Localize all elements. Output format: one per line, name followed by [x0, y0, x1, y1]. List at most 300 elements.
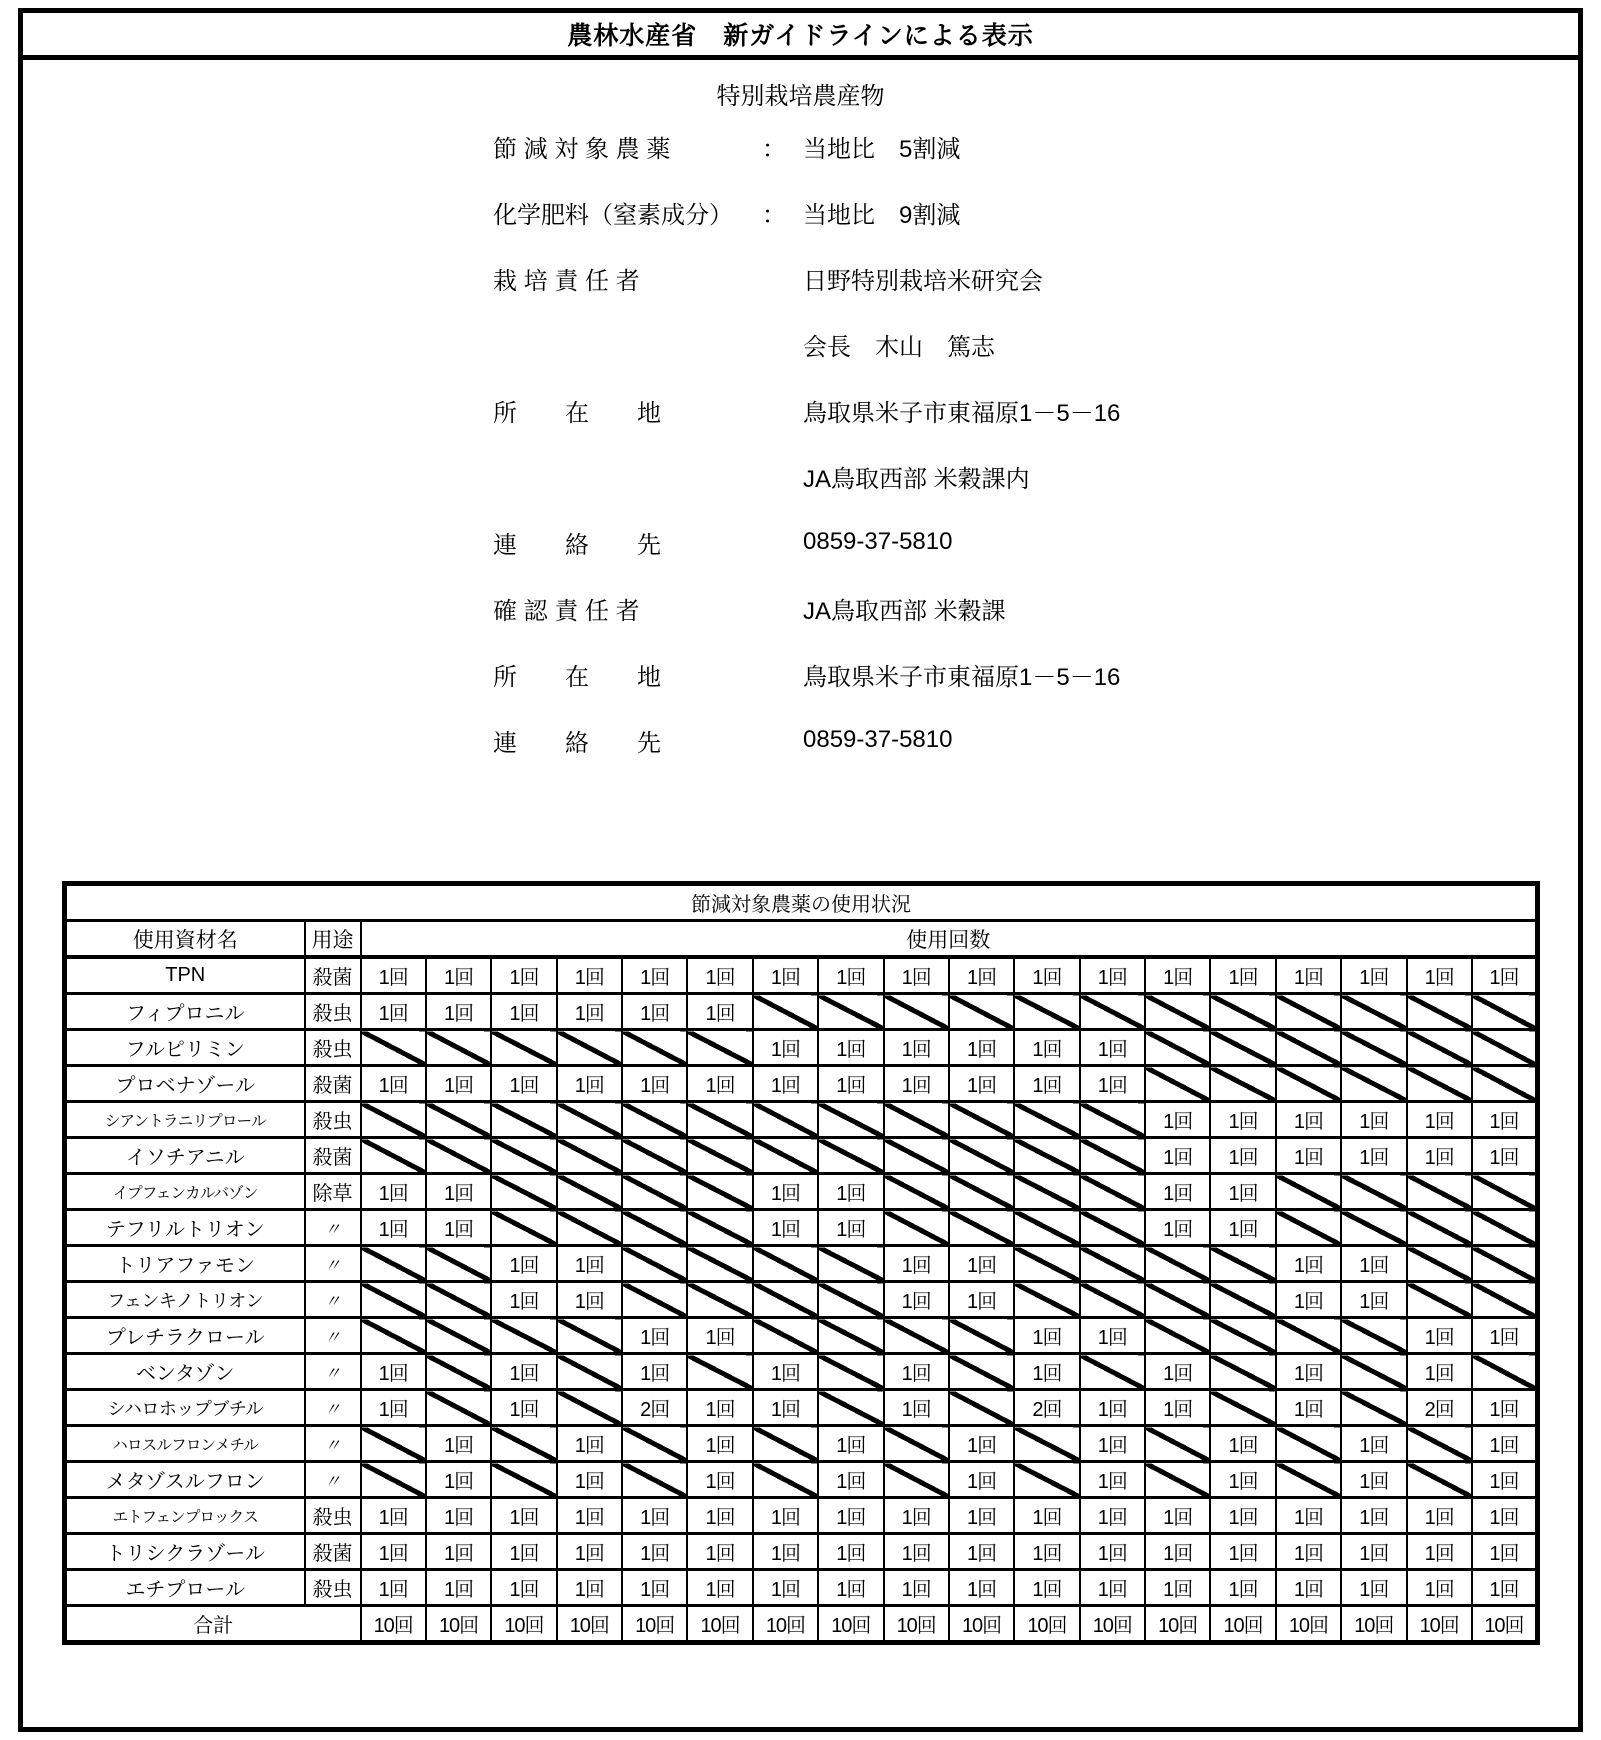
material-name-cell: プロベナゾール: [65, 1066, 305, 1102]
info-value: 0859-37-5810: [803, 528, 953, 555]
no-application-cell: [818, 1354, 883, 1390]
usage-count-cell: 1回: [1145, 1102, 1210, 1138]
info-label: 化学肥料（窒素成分）: [493, 201, 733, 229]
usage-count-cell: 10回: [687, 1606, 752, 1643]
usage-count-cell: 1回: [1080, 1570, 1145, 1606]
table-row: [65, 1174, 1538, 1210]
info-value: 会長 木山 篤志: [803, 333, 995, 361]
usage-type-cell: [305, 1462, 361, 1498]
no-application-cell: [818, 1102, 883, 1138]
no-application-cell: [949, 1390, 1014, 1426]
usage-count-cell: 1回: [1080, 1498, 1145, 1534]
usage-count-cell: 1回: [753, 1570, 818, 1606]
info-label: 連 絡 先: [493, 531, 661, 559]
material-name-cell: フェンキノトリオン: [65, 1282, 305, 1318]
usage-count-cell: 1回: [753, 1390, 818, 1426]
usage-count-cell: 1回: [1210, 1570, 1275, 1606]
usage-count-cell: 10回: [557, 1606, 622, 1643]
material-name-cell: イプフェンカルバゾン: [65, 1174, 305, 1210]
no-application-cell: [687, 1210, 752, 1246]
usage-count-cell: 1回: [491, 957, 556, 994]
no-application-cell: [818, 1282, 883, 1318]
usage-count-cell: 1回: [949, 1534, 1014, 1570]
no-application-cell: [1341, 1390, 1406, 1426]
usage-count-cell: 1回: [884, 1390, 949, 1426]
usage-count-cell: 1回: [687, 994, 752, 1030]
usage-count-cell: 1回: [622, 1066, 687, 1102]
no-application-cell: [1014, 1462, 1079, 1498]
usage-count-cell: 1回: [557, 994, 622, 1030]
usage-count-cell: 1回: [491, 1390, 556, 1426]
usage-count-cell: 1回: [491, 1066, 556, 1102]
no-application-cell: [426, 1282, 491, 1318]
usage-count-cell: 1回: [1341, 1462, 1406, 1498]
material-name-cell: テフリルトリオン: [65, 1210, 305, 1246]
table-row: [65, 1570, 1538, 1606]
usage-count-cell: 1回: [426, 1426, 491, 1462]
no-application-cell: [1210, 994, 1275, 1030]
usage-count-cell: 1回: [1407, 1354, 1472, 1390]
certification-info-block: [493, 113, 1393, 773]
usage-count-cell: 1回: [1080, 1390, 1145, 1426]
usage-count-cell: 1回: [818, 1534, 883, 1570]
no-application-cell: [361, 1282, 426, 1318]
usage-count-cell: 1回: [1276, 957, 1341, 994]
table-row: [65, 1498, 1538, 1534]
usage-count-cell: 1回: [1210, 1462, 1275, 1498]
material-name-cell: フルピリミン: [65, 1030, 305, 1066]
no-application-cell: [557, 1030, 622, 1066]
usage-count-cell: 1回: [361, 1354, 426, 1390]
ditto-mark: 〃: [324, 1399, 341, 1419]
usage-count-cell: 1回: [687, 1390, 752, 1426]
table-row: [65, 1426, 1538, 1462]
usage-count-cell: 1回: [1276, 1534, 1341, 1570]
usage-count-cell: 1回: [426, 1066, 491, 1102]
no-application-cell: [884, 994, 949, 1030]
usage-count-cell: 1回: [1472, 1390, 1538, 1426]
no-application-cell: [884, 1174, 949, 1210]
usage-count-cell: 10回: [1407, 1606, 1472, 1643]
no-application-cell: [491, 1138, 556, 1174]
no-application-cell: [1341, 994, 1406, 1030]
no-application-cell: [1407, 1030, 1472, 1066]
no-application-cell: [1276, 1030, 1341, 1066]
info-label: 連 絡 先: [493, 729, 661, 757]
usage-count-cell: 1回: [1014, 1570, 1079, 1606]
usage-count-cell: 1回: [1472, 1570, 1538, 1606]
no-application-cell: [1341, 1030, 1406, 1066]
no-application-cell: [753, 1426, 818, 1462]
no-application-cell: [622, 1246, 687, 1282]
usage-count-cell: 1回: [687, 957, 752, 994]
no-application-cell: [687, 1138, 752, 1174]
ditto-mark: 〃: [324, 1471, 341, 1491]
info-value: 鳥取県米子市東福原1－5－16: [803, 663, 1121, 691]
no-application-cell: [1080, 1174, 1145, 1210]
usage-type-cell: 殺虫: [305, 994, 361, 1030]
usage-count-cell: 1回: [1210, 957, 1275, 994]
usage-type-cell: 殺菌: [305, 1066, 361, 1102]
no-application-cell: [818, 1246, 883, 1282]
usage-count-cell: 1回: [1014, 957, 1079, 994]
usage-count-cell: 1回: [1210, 1138, 1275, 1174]
no-application-cell: [687, 1246, 752, 1282]
usage-count-cell: 1回: [491, 994, 556, 1030]
no-application-cell: [949, 1354, 1014, 1390]
no-application-cell: [1407, 994, 1472, 1030]
usage-count-cell: 1回: [622, 1570, 687, 1606]
no-application-cell: [753, 1462, 818, 1498]
usage-count-cell: 1回: [491, 1246, 556, 1282]
info-row: [493, 443, 1393, 509]
usage-count-cell: 1回: [1210, 1210, 1275, 1246]
material-name-cell: シアントラニリプロール: [65, 1102, 305, 1138]
usage-count-cell: 1回: [687, 1066, 752, 1102]
info-row: [493, 179, 1393, 245]
info-label: 栽 培 責 任 者: [493, 267, 640, 295]
info-row: [493, 311, 1393, 377]
table-row: [65, 1318, 1538, 1354]
no-application-cell: [949, 1318, 1014, 1354]
usage-count-cell: 10回: [949, 1606, 1014, 1643]
no-application-cell: [1080, 1138, 1145, 1174]
usage-count-cell: 1回: [753, 1210, 818, 1246]
table-row: [65, 1282, 1538, 1318]
no-application-cell: [1014, 1102, 1079, 1138]
usage-count-cell: 1回: [1080, 1534, 1145, 1570]
info-label: 確 認 責 任 者: [493, 597, 640, 625]
no-application-cell: [426, 1246, 491, 1282]
usage-count-cell: 1回: [1014, 1354, 1079, 1390]
material-name-cell: ベンタゾン: [65, 1354, 305, 1390]
info-row: [493, 641, 1393, 707]
usage-count-cell: 1回: [557, 957, 622, 994]
usage-count-cell: 1回: [818, 1426, 883, 1462]
usage-count-cell: 1回: [949, 1246, 1014, 1282]
material-name-cell: トリシクラゾール: [65, 1534, 305, 1570]
usage-count-cell: 1回: [687, 1462, 752, 1498]
no-application-cell: [1014, 1210, 1079, 1246]
info-label: 節 減 対 象 農 薬: [493, 135, 671, 163]
usage-type-cell: [305, 1426, 361, 1462]
usage-type-cell: 殺虫: [305, 1030, 361, 1066]
no-application-cell: [818, 994, 883, 1030]
no-application-cell: [884, 1138, 949, 1174]
info-value: 日野特別栽培米研究会: [803, 267, 1043, 295]
usage-count-cell: 1回: [361, 1570, 426, 1606]
usage-count-cell: 1回: [1276, 1282, 1341, 1318]
usage-type-cell: 殺菌: [305, 1534, 361, 1570]
no-application-cell: [361, 1426, 426, 1462]
no-application-cell: [426, 1138, 491, 1174]
no-application-cell: [557, 1318, 622, 1354]
material-name-cell: メタゾスルフロン: [65, 1462, 305, 1498]
usage-count-cell: 10回: [622, 1606, 687, 1643]
usage-count-cell: 1回: [1145, 1174, 1210, 1210]
column-header-usage-counts: 使用回数: [361, 921, 1538, 958]
no-application-cell: [1407, 1282, 1472, 1318]
document-title: 農林水産省 新ガイドラインによる表示: [567, 22, 1034, 50]
usage-count-cell: 1回: [426, 1462, 491, 1498]
usage-count-cell: 1回: [426, 1174, 491, 1210]
usage-count-cell: 1回: [884, 1498, 949, 1534]
usage-count-cell: 1回: [753, 1534, 818, 1570]
no-application-cell: [687, 1282, 752, 1318]
usage-count-cell: 1回: [818, 1462, 883, 1498]
usage-count-cell: 1回: [753, 1354, 818, 1390]
table-row: [65, 1066, 1538, 1102]
no-application-cell: [361, 1030, 426, 1066]
no-application-cell: [949, 1174, 1014, 1210]
no-application-cell: [426, 1390, 491, 1426]
no-application-cell: [818, 1138, 883, 1174]
usage-count-cell: 1回: [1407, 1318, 1472, 1354]
usage-count-cell: 1回: [1341, 1570, 1406, 1606]
no-application-cell: [1080, 1210, 1145, 1246]
info-label: 所 在 地: [493, 663, 661, 691]
no-application-cell: [949, 1102, 1014, 1138]
usage-count-cell: 1回: [557, 1462, 622, 1498]
no-application-cell: [557, 1174, 622, 1210]
usage-count-cell: 1回: [1472, 1462, 1538, 1498]
usage-count-cell: 1回: [1145, 957, 1210, 994]
usage-type-cell: 殺虫: [305, 1102, 361, 1138]
info-value: 当地比 9割減: [803, 201, 961, 229]
no-application-cell: [1407, 1462, 1472, 1498]
usage-count-cell: 10回: [753, 1606, 818, 1643]
usage-count-cell: 1回: [949, 1282, 1014, 1318]
info-value: JA鳥取西部 米穀課: [803, 597, 1006, 625]
no-application-cell: [1472, 1174, 1538, 1210]
usage-count-cell: 1回: [884, 1282, 949, 1318]
no-application-cell: [1014, 994, 1079, 1030]
no-application-cell: [557, 1390, 622, 1426]
usage-count-cell: 1回: [1472, 957, 1538, 994]
no-application-cell: [1014, 1246, 1079, 1282]
usage-count-cell: 1回: [949, 957, 1014, 994]
usage-count-cell: 10回: [1276, 1606, 1341, 1643]
usage-count-cell: 1回: [361, 1174, 426, 1210]
usage-count-cell: 1回: [1472, 1426, 1538, 1462]
usage-type-cell: 殺菌: [305, 957, 361, 994]
usage-count-cell: 1回: [491, 1570, 556, 1606]
usage-count-cell: 10回: [884, 1606, 949, 1643]
no-application-cell: [1145, 1282, 1210, 1318]
usage-count-cell: 1回: [884, 1066, 949, 1102]
no-application-cell: [1276, 1210, 1341, 1246]
usage-count-cell: 1回: [426, 1570, 491, 1606]
no-application-cell: [1472, 994, 1538, 1030]
ditto-mark: 〃: [324, 1435, 341, 1455]
no-application-cell: [753, 1102, 818, 1138]
no-application-cell: [1145, 994, 1210, 1030]
usage-count-cell: 1回: [557, 1246, 622, 1282]
pesticide-usage-table: [62, 881, 1540, 1645]
no-application-cell: [491, 1030, 556, 1066]
usage-type-cell: [305, 1246, 361, 1282]
usage-count-cell: 1回: [1341, 1246, 1406, 1282]
usage-count-cell: 1回: [1080, 1462, 1145, 1498]
no-application-cell: [1014, 1426, 1079, 1462]
usage-count-cell: 1回: [884, 1030, 949, 1066]
usage-count-cell: 1回: [687, 1426, 752, 1462]
usage-count-cell: 1回: [1407, 1498, 1472, 1534]
usage-count-cell: 1回: [818, 1174, 883, 1210]
usage-count-cell: 1回: [1276, 1246, 1341, 1282]
no-application-cell: [557, 1210, 622, 1246]
usage-count-cell: 1回: [1080, 1426, 1145, 1462]
column-header-usage-type: 用途: [305, 921, 361, 958]
no-application-cell: [687, 1030, 752, 1066]
table-row: [65, 1102, 1538, 1138]
no-application-cell: [818, 1390, 883, 1426]
no-application-cell: [361, 1462, 426, 1498]
no-application-cell: [622, 1282, 687, 1318]
no-application-cell: [884, 1210, 949, 1246]
usage-count-cell: 1回: [1472, 1102, 1538, 1138]
no-application-cell: [687, 1102, 752, 1138]
usage-type-cell: 殺虫: [305, 1570, 361, 1606]
table-title-row: [65, 884, 1538, 921]
usage-count-cell: 1回: [622, 1354, 687, 1390]
usage-type-cell: [305, 1210, 361, 1246]
usage-count-cell: 1回: [1472, 1318, 1538, 1354]
table-total-row: [65, 1606, 1538, 1643]
no-application-cell: [1472, 1246, 1538, 1282]
info-label: 所 在 地: [493, 399, 661, 427]
table-row: [65, 1534, 1538, 1570]
material-name-cell: イソチアニル: [65, 1138, 305, 1174]
no-application-cell: [426, 1030, 491, 1066]
no-application-cell: [753, 1318, 818, 1354]
no-application-cell: [884, 1426, 949, 1462]
usage-count-cell: 1回: [1014, 1318, 1079, 1354]
no-application-cell: [1407, 1066, 1472, 1102]
material-name-cell: シハロホップブチル: [65, 1390, 305, 1426]
usage-table-section: [62, 881, 1540, 1645]
info-value: 鳥取県米子市東福原1－5－16: [803, 399, 1121, 427]
usage-count-cell: 1回: [1014, 1534, 1079, 1570]
usage-count-cell: 10回: [1341, 1606, 1406, 1643]
material-name-cell: エトフェンプロックス: [65, 1498, 305, 1534]
column-header-material: 使用資材名: [65, 921, 305, 958]
no-application-cell: [1341, 1354, 1406, 1390]
usage-type-cell: [305, 1282, 361, 1318]
usage-count-cell: 1回: [557, 1498, 622, 1534]
usage-count-cell: 1回: [1341, 1498, 1406, 1534]
no-application-cell: [1210, 1066, 1275, 1102]
no-application-cell: [1080, 1246, 1145, 1282]
usage-count-cell: 1回: [818, 1030, 883, 1066]
no-application-cell: [1407, 1426, 1472, 1462]
no-application-cell: [491, 1102, 556, 1138]
no-application-cell: [1210, 1318, 1275, 1354]
no-application-cell: [622, 1030, 687, 1066]
material-name-cell: プレチラクロール: [65, 1318, 305, 1354]
table-row: [65, 957, 1538, 994]
usage-type-cell: 除草: [305, 1174, 361, 1210]
usage-count-cell: 1回: [1080, 1030, 1145, 1066]
no-application-cell: [687, 1174, 752, 1210]
no-application-cell: [1341, 1210, 1406, 1246]
no-application-cell: [1145, 1066, 1210, 1102]
usage-count-cell: 1回: [1407, 1102, 1472, 1138]
no-application-cell: [753, 1282, 818, 1318]
usage-count-cell: 1回: [1341, 1534, 1406, 1570]
usage-count-cell: 1回: [361, 1390, 426, 1426]
usage-count-cell: 1回: [361, 1210, 426, 1246]
usage-count-cell: 1回: [1080, 1318, 1145, 1354]
usage-count-cell: 1回: [622, 1534, 687, 1570]
usage-count-cell: 1回: [1145, 1498, 1210, 1534]
usage-count-cell: 1回: [1407, 1138, 1472, 1174]
no-application-cell: [1472, 1354, 1538, 1390]
usage-count-cell: 1回: [426, 1498, 491, 1534]
usage-count-cell: 1回: [1407, 957, 1472, 994]
no-application-cell: [1145, 1462, 1210, 1498]
usage-count-cell: 2回: [1014, 1390, 1079, 1426]
no-application-cell: [1210, 1390, 1275, 1426]
info-row: [493, 707, 1393, 773]
no-application-cell: [1145, 1318, 1210, 1354]
usage-count-cell: 10回: [361, 1606, 426, 1643]
table-header-row: [65, 921, 1538, 958]
no-application-cell: [1014, 1282, 1079, 1318]
no-application-cell: [1145, 1426, 1210, 1462]
usage-count-cell: 1回: [361, 1066, 426, 1102]
usage-count-cell: 1回: [1472, 1138, 1538, 1174]
usage-count-cell: 1回: [1472, 1534, 1538, 1570]
table-row: [65, 1246, 1538, 1282]
no-application-cell: [361, 1102, 426, 1138]
usage-count-cell: 10回: [491, 1606, 556, 1643]
usage-count-cell: 10回: [1014, 1606, 1079, 1643]
usage-count-cell: 1回: [361, 957, 426, 994]
no-application-cell: [1145, 1246, 1210, 1282]
no-application-cell: [1472, 1030, 1538, 1066]
usage-count-cell: 1回: [557, 1570, 622, 1606]
ditto-mark: 〃: [324, 1255, 341, 1275]
usage-count-cell: 1回: [753, 1066, 818, 1102]
usage-count-cell: 1回: [1145, 1534, 1210, 1570]
usage-count-cell: 1回: [1276, 1498, 1341, 1534]
usage-count-cell: 1回: [753, 1174, 818, 1210]
usage-type-cell: [305, 1354, 361, 1390]
usage-count-cell: 1回: [1276, 1354, 1341, 1390]
usage-count-cell: 1回: [622, 1318, 687, 1354]
usage-count-cell: 1回: [1407, 1570, 1472, 1606]
document-subtitle: 特別栽培農産物: [716, 83, 885, 110]
total-label-cell: 合計: [65, 1606, 361, 1643]
usage-count-cell: 1回: [426, 994, 491, 1030]
usage-count-cell: 1回: [361, 994, 426, 1030]
usage-type-cell: 殺虫: [305, 1498, 361, 1534]
usage-count-cell: 10回: [426, 1606, 491, 1643]
usage-type-cell: [305, 1390, 361, 1426]
ditto-mark: 〃: [324, 1219, 341, 1239]
info-value: JA鳥取西部 米穀課内: [803, 465, 1030, 493]
usage-count-cell: 1回: [426, 957, 491, 994]
usage-count-cell: 2回: [622, 1390, 687, 1426]
table-title: 節減対象農薬の使用状況: [65, 884, 1538, 921]
no-application-cell: [1080, 994, 1145, 1030]
usage-count-cell: 1回: [557, 1534, 622, 1570]
usage-count-cell: 1回: [622, 994, 687, 1030]
usage-count-cell: 10回: [818, 1606, 883, 1643]
usage-count-cell: 1回: [1145, 1390, 1210, 1426]
usage-count-cell: 1回: [557, 1282, 622, 1318]
